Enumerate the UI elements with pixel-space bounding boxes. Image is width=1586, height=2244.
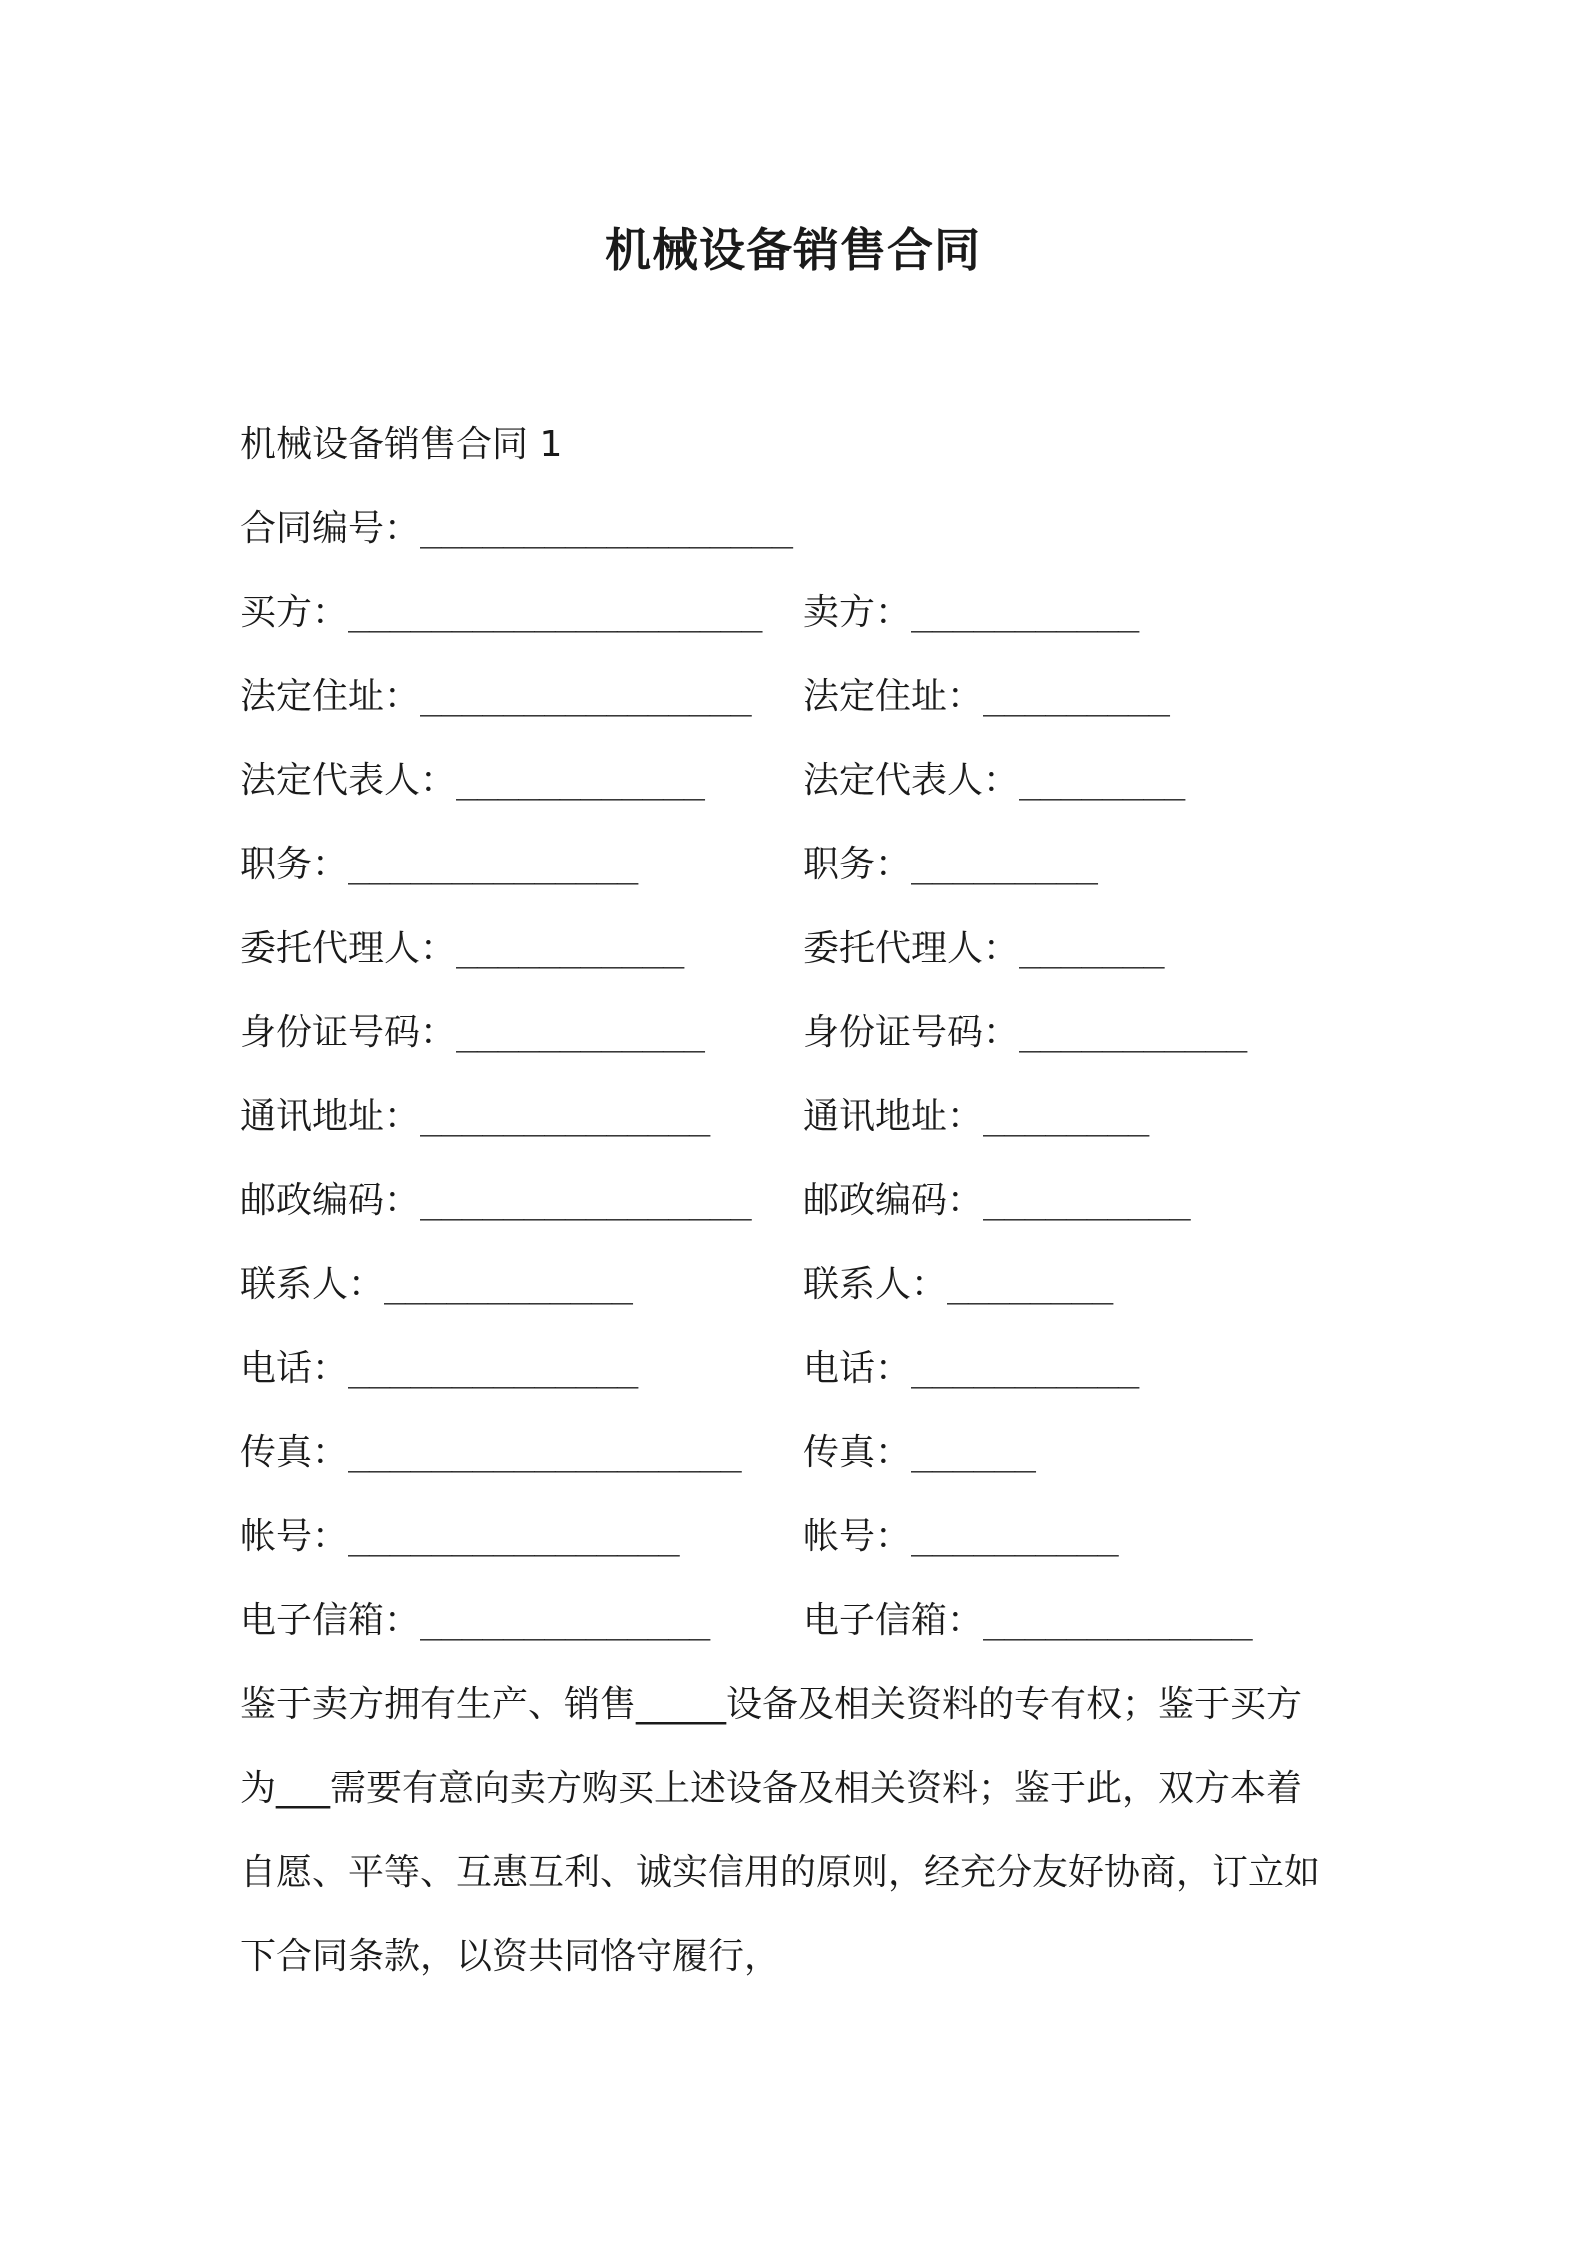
seller-field-row	[803, 1508, 1118, 1559]
seller-field-blank: _______	[1019, 928, 1164, 969]
preamble-line: 为___需要有意向卖方购买上述设备及相关资料；鉴于此，双方本着	[240, 1768, 1303, 1809]
seller-field-label: 联系人：	[803, 1264, 948, 1305]
buyer-field-row	[240, 668, 751, 719]
seller-field-row	[803, 1340, 1138, 1391]
seller-field-row	[803, 1088, 1148, 1139]
buyer-field-row	[240, 1172, 751, 1223]
buyer-field-row	[240, 1088, 709, 1139]
seller-field-label: 委托代理人：	[803, 928, 1020, 969]
seller-field-blank: ___________	[911, 1348, 1139, 1389]
buyer-field-label: 帐号：	[240, 1516, 349, 1557]
seller-field-blank: ___________	[911, 592, 1139, 633]
contract-subtitle: 机械设备销售合同 1	[240, 424, 563, 465]
contract-number-blank: __________________	[420, 508, 793, 549]
buyer-field-row	[240, 752, 704, 803]
seller-field-label: 法定代表人：	[803, 760, 1020, 801]
seller-field-blank: __________	[983, 1180, 1190, 1221]
seller-field-row	[803, 836, 1097, 887]
preamble-line: 鉴于卖方拥有生产、销售_____设备及相关资料的专有权；鉴于买方	[240, 1684, 1303, 1725]
buyer-field-label: 委托代理人：	[240, 928, 457, 969]
buyer-field-label: 邮政编码：	[240, 1180, 421, 1221]
document-title: 机械设备销售合同	[605, 223, 981, 277]
preamble-line: 自愿、平等、互惠互利、诚实信用的原则，经充分友好协商，订立如	[240, 1852, 1321, 1893]
buyer-field-label: 电子信箱：	[240, 1600, 421, 1641]
buyer-field-blank: ______________	[420, 1600, 710, 1641]
seller-field-blank: ___________	[1019, 1012, 1247, 1053]
contract-number-line	[240, 500, 792, 551]
seller-field-row	[803, 920, 1164, 971]
buyer-field-blank: ________________	[348, 1516, 679, 1557]
seller-field-row	[803, 668, 1169, 719]
seller-field-blank: ________	[983, 1096, 1149, 1137]
seller-field-row	[803, 1172, 1190, 1223]
buyer-field-blank: ________________	[420, 1180, 751, 1221]
seller-field-label: 传真：	[803, 1432, 912, 1473]
seller-field-blank: ________	[1019, 760, 1185, 801]
buyer-field-row	[240, 836, 637, 887]
seller-field-row	[803, 752, 1184, 803]
seller-field-label: 邮政编码：	[803, 1180, 984, 1221]
buyer-field-row	[240, 1508, 679, 1559]
buyer-field-blank: ________________	[420, 676, 751, 717]
buyer-field-label: 通讯地址：	[240, 1096, 421, 1137]
buyer-field-row	[240, 1256, 632, 1307]
seller-field-blank: _____________	[983, 1600, 1252, 1641]
seller-field-row	[803, 1256, 1112, 1307]
seller-field-label: 通讯地址：	[803, 1096, 984, 1137]
seller-field-blank: ______	[911, 1432, 1036, 1473]
buyer-field-label: 买方：	[240, 592, 349, 633]
seller-field-label: 电话：	[803, 1348, 912, 1389]
seller-field-label: 职务：	[803, 844, 912, 885]
seller-field-row	[803, 1424, 1035, 1475]
preamble-line: 下合同条款，以资共同恪守履行，	[240, 1936, 781, 1977]
seller-field-label: 身份证号码：	[803, 1012, 1020, 1053]
buyer-field-blank: ___________________	[348, 1432, 741, 1473]
buyer-field-blank: ______________	[420, 1096, 710, 1137]
buyer-field-blank: ___________	[456, 928, 684, 969]
buyer-field-label: 电话：	[240, 1348, 349, 1389]
seller-field-label: 法定住址：	[803, 676, 984, 717]
buyer-field-label: 职务：	[240, 844, 349, 885]
buyer-field-blank: ____________	[456, 760, 705, 801]
buyer-field-blank: ____________________	[348, 592, 762, 633]
buyer-field-label: 法定住址：	[240, 676, 421, 717]
buyer-field-label: 传真：	[240, 1432, 349, 1473]
buyer-field-row	[240, 920, 683, 971]
buyer-field-blank: ______________	[348, 844, 638, 885]
buyer-field-label: 法定代表人：	[240, 760, 457, 801]
buyer-field-row	[240, 584, 762, 635]
contract-number-label: 合同编号：	[240, 508, 421, 549]
buyer-field-label: 身份证号码：	[240, 1012, 457, 1053]
seller-field-blank: _________	[911, 844, 1098, 885]
seller-field-blank: __________	[911, 1516, 1118, 1557]
seller-field-row	[803, 1592, 1252, 1643]
buyer-field-blank: ____________	[384, 1264, 633, 1305]
buyer-field-blank: ____________	[456, 1012, 705, 1053]
seller-field-label: 电子信箱：	[803, 1600, 984, 1641]
buyer-field-blank: ______________	[348, 1348, 638, 1389]
buyer-field-row	[240, 1424, 741, 1475]
buyer-field-row	[240, 1340, 637, 1391]
seller-field-blank: ________	[947, 1264, 1113, 1305]
seller-field-blank: _________	[983, 676, 1170, 717]
buyer-field-row	[240, 1004, 704, 1055]
seller-field-label: 帐号：	[803, 1516, 912, 1557]
buyer-field-label: 联系人：	[240, 1264, 385, 1305]
seller-field-row	[803, 1004, 1246, 1055]
buyer-field-row	[240, 1592, 709, 1643]
seller-field-label: 卖方：	[803, 592, 912, 633]
seller-field-row	[803, 584, 1138, 635]
